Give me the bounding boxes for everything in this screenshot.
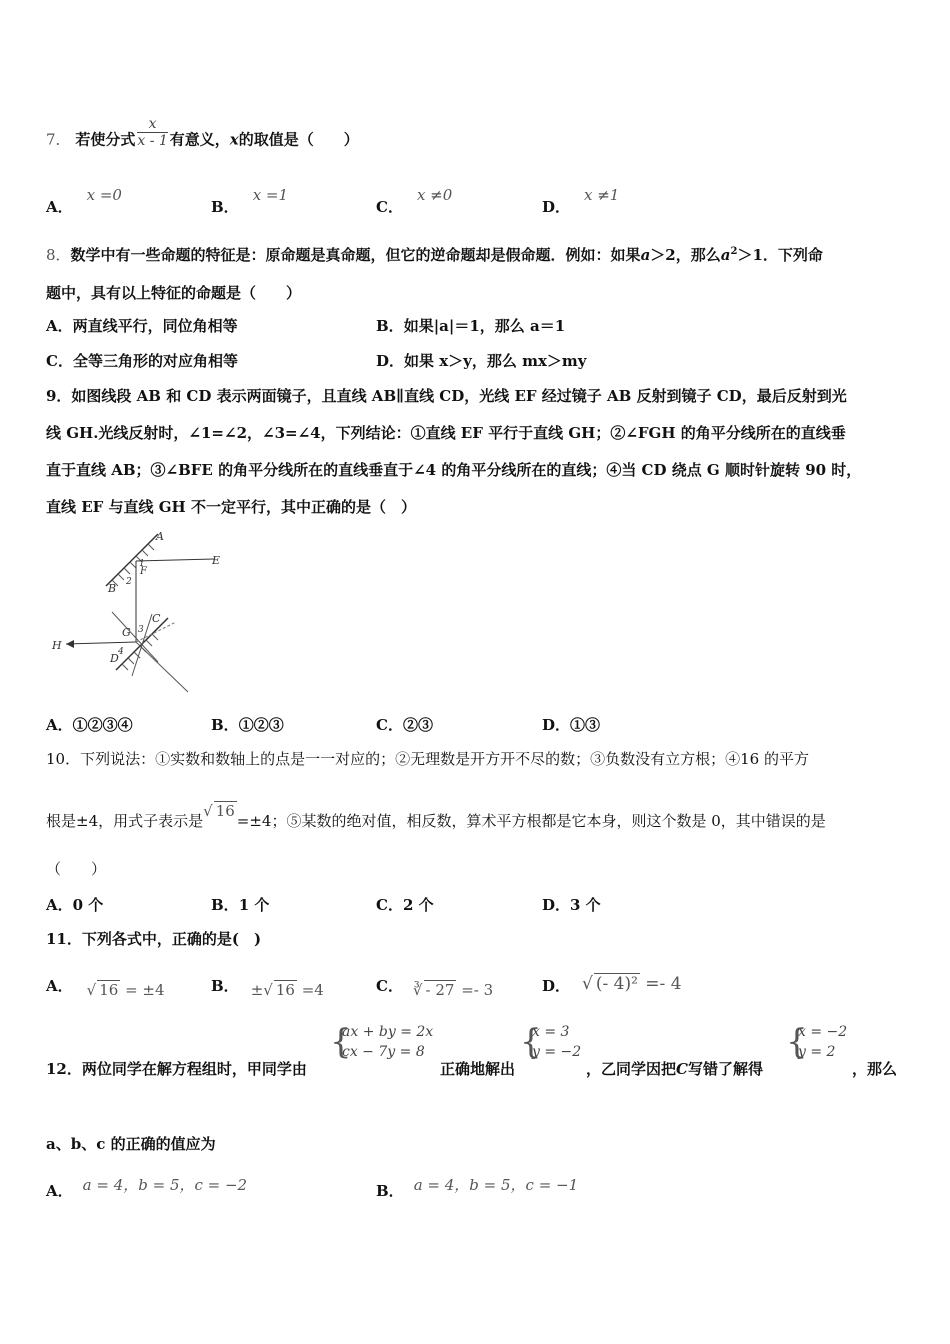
q11-stem: 11．下列各式中，正确的是( ) xyxy=(46,930,262,948)
q7-option-a[interactable] xyxy=(46,186,122,217)
question-number: 7． xyxy=(46,130,71,149)
label-4: 4 xyxy=(118,647,124,657)
label-e: E xyxy=(212,554,221,567)
option-label: C． xyxy=(376,896,403,914)
ray-gh xyxy=(66,642,136,644)
q8-var-a: a xyxy=(640,246,651,264)
q10-option-a[interactable] xyxy=(46,894,103,915)
option-text: 如果 x＞y，那么 mx＞my xyxy=(404,352,587,370)
label-3: 3 xyxy=(138,625,144,635)
q7-frac-den: x - 1 xyxy=(137,133,168,149)
option-label: B． xyxy=(211,977,239,995)
mirror-ab-hatch xyxy=(112,544,154,586)
option-radicand: 16 xyxy=(99,981,119,999)
arrow-h xyxy=(66,640,74,648)
option-post: =- 4 xyxy=(639,974,682,994)
q10-line-3: （ ） xyxy=(46,860,107,878)
q9-mirror-figure xyxy=(46,528,246,700)
option-radicand: (- 4)² xyxy=(595,974,638,994)
q12-option-b[interactable] xyxy=(376,1176,579,1201)
option-label: A． xyxy=(46,317,73,335)
option-label: D． xyxy=(542,896,571,914)
q9-option-a[interactable] xyxy=(46,714,133,735)
aux-line-1 xyxy=(136,642,188,692)
q7-var: x xyxy=(229,130,239,149)
ray-ef xyxy=(136,559,214,561)
option-text: 如果|a|＝1，那么 a＝1 xyxy=(403,317,566,335)
label-h: H xyxy=(52,639,62,652)
option-label: A． xyxy=(46,896,73,914)
q10-line2-a: 根是±4，用式子表示是 xyxy=(46,812,204,830)
q9-line-4: 直线 EF 与直线 GH 不一定平行，其中正确的是（ ） xyxy=(46,498,416,516)
q12-system-1 xyxy=(330,1022,434,1064)
option-text: 两直线平行，同位角相等 xyxy=(72,317,238,335)
q9-line-3: 直于直线 AB；③∠BFE 的角平分线所在的直线垂直于∠4 的角平分线所在的直线；④当 CD 绕点 G 顺时针旋转 90 时， xyxy=(46,461,862,479)
q12-mid1: 正确地解出 xyxy=(440,1060,516,1078)
q12-system-2 xyxy=(520,1022,590,1064)
label-1: 1 xyxy=(139,559,145,569)
q8-line1-text: 数学中有一些命题的特征是：原命题是真命题，但它的逆命题却是假命题．例如：如果 xyxy=(70,246,641,264)
q12-line-2: a、b、c 的正确的值应为 xyxy=(46,1135,216,1153)
option-text: 3 个 xyxy=(570,896,601,914)
option-label: D． xyxy=(376,352,405,370)
brace-icon: { xyxy=(786,1022,808,1062)
q10-sqrt-16: 16 xyxy=(215,802,235,820)
sys3-eq2: y = 2 xyxy=(798,1044,836,1060)
q8-line1-mid: ＞2，那么 xyxy=(650,246,721,264)
label-b: B xyxy=(108,582,117,595)
option-label: B． xyxy=(211,716,239,734)
sys1-eq2: cx − 7y = 8 xyxy=(342,1044,425,1060)
option-label: C． xyxy=(376,977,403,995)
option-label: D． xyxy=(542,716,571,734)
q11-option-a[interactable]: A． √ 16 = ±4 xyxy=(46,977,165,999)
q8-line-1 xyxy=(46,244,823,265)
option-text: 1 个 xyxy=(238,896,270,914)
mirror-ab xyxy=(106,534,158,586)
q7-fraction xyxy=(137,116,167,149)
q8-option-b[interactable] xyxy=(376,315,565,336)
q7-frac-num: x xyxy=(137,116,167,133)
option-text: 全等三角形的对应角相等 xyxy=(72,352,238,370)
sys2-eq1: x = 3 xyxy=(532,1024,570,1040)
q9-option-d[interactable] xyxy=(542,714,600,735)
option-text: 0 个 xyxy=(72,896,104,914)
option-label: C． xyxy=(376,716,403,734)
q8-line1-end: ＞1．下列命 xyxy=(737,246,823,264)
q10-line-2: 根是±4，用式子表示是√ 16=±4；⑤某数的绝对值，相反数，算术平方根都是它本身，则这个数是 0，其中错误的是 xyxy=(46,802,826,830)
q12-line-1 xyxy=(46,1058,307,1079)
q9-option-c[interactable] xyxy=(376,714,433,735)
q12-end: ，那么 xyxy=(852,1060,898,1078)
question-number: 8． xyxy=(46,246,71,264)
q12-var-c: C xyxy=(676,1060,688,1078)
option-label: A． xyxy=(46,977,73,995)
q10-option-b[interactable] xyxy=(211,894,269,915)
brace-icon: { xyxy=(520,1022,542,1062)
option-text: ①②③ xyxy=(238,716,284,734)
q8-option-c[interactable] xyxy=(46,350,238,371)
option-pre: ± xyxy=(250,981,264,999)
option-text: 2 个 xyxy=(402,896,434,914)
option-pre: ∛ xyxy=(412,981,423,999)
option-label: D． xyxy=(542,198,571,216)
option-radicand: - 27 xyxy=(425,981,455,999)
q8-option-d[interactable] xyxy=(376,350,587,371)
q7-stem-after: 有意义， xyxy=(169,130,230,149)
label-d: D xyxy=(110,652,119,665)
q9-option-b[interactable] xyxy=(211,714,284,735)
q10-line-1: 10．下列说法：①实数和数轴上的点是一一对应的；②无理数是开方开不尽的数；③负数没有立方根；④16 的平方 xyxy=(46,750,809,768)
question-7 xyxy=(46,116,359,157)
q12-option-a[interactable] xyxy=(46,1176,248,1201)
option-text: x =1 xyxy=(252,186,289,204)
q9-line-2: 线 GH.光线反射时，∠1=∠2，∠3=∠4，下列结论：①直线 EF 平行于直线 GH；②∠FGH 的角平分线所在的直线垂 xyxy=(46,424,846,442)
option-label: B． xyxy=(211,198,239,216)
q12-mid2a: ，乙同学因把 xyxy=(586,1060,677,1078)
option-label: A． xyxy=(46,1182,73,1200)
option-text: a = 4，b = 5，c = −2 xyxy=(82,1176,248,1194)
q10-option-d[interactable] xyxy=(542,894,601,915)
option-text: x ≠1 xyxy=(584,186,620,204)
label-a: A xyxy=(156,530,164,543)
q8-line-2: 题中，具有以上特征的命题是（ ） xyxy=(46,284,302,302)
option-label: D． xyxy=(542,977,571,995)
label-g: G xyxy=(122,626,131,639)
q8-var-a2: a xyxy=(720,246,731,264)
option-text: ②③ xyxy=(402,716,433,734)
option-post: = ±4 xyxy=(120,981,165,999)
label-c: C xyxy=(152,612,161,625)
q7-stem-end: 的取值是（ ） xyxy=(238,130,359,149)
q8-option-a[interactable] xyxy=(46,315,238,336)
option-text: x =0 xyxy=(86,186,122,204)
option-text: ①③ xyxy=(570,716,601,734)
q11-option-d[interactable]: D． √ (- 4)² =- 4 xyxy=(542,974,682,995)
q11-option-b[interactable]: B． ±√ 16 =4 xyxy=(211,977,324,999)
q12-system-3 xyxy=(786,1022,858,1064)
option-text: ①②③④ xyxy=(72,716,133,734)
option-label: C． xyxy=(376,198,403,216)
q10-line2-b: =±4；⑤某数的绝对值，相反数，算术平方根都是它本身，则这个数是 0，其中错误的是 xyxy=(236,812,826,830)
q10-option-c[interactable] xyxy=(376,894,434,915)
option-label: B． xyxy=(376,317,404,335)
option-radicand: 16 xyxy=(275,981,295,999)
q8-sup: 2 xyxy=(730,246,738,257)
option-label: B． xyxy=(376,1182,404,1200)
sys1-eq1: ax + by = 2x xyxy=(342,1024,434,1040)
label-f: F xyxy=(140,566,147,577)
q7-stem-before: 若使分式 xyxy=(75,130,136,149)
option-post: =- 3 xyxy=(456,981,494,999)
aux-line-3 xyxy=(132,614,152,676)
q12-prefix: 12．两位同学在解方程组时，甲同学由 xyxy=(46,1060,307,1078)
option-label: B． xyxy=(211,896,239,914)
q11-option-c[interactable] xyxy=(376,975,494,999)
sys2-eq2: y = −2 xyxy=(532,1044,582,1060)
sys3-eq1: x = −2 xyxy=(798,1024,848,1040)
option-text: x ≠0 xyxy=(416,186,453,204)
q12-mid2b: 写错了解得 xyxy=(687,1060,763,1078)
q7-option-b[interactable] xyxy=(211,186,289,217)
option-label: A． xyxy=(46,716,73,734)
option-post: =4 xyxy=(296,981,324,999)
option-text: a = 4，b = 5，c = −1 xyxy=(413,1176,579,1194)
q7-option-d[interactable] xyxy=(542,186,620,217)
option-label: C． xyxy=(46,352,73,370)
q7-option-c[interactable] xyxy=(376,186,453,217)
label-2: 2 xyxy=(126,577,132,587)
brace-icon: { xyxy=(330,1022,352,1062)
option-label: A． xyxy=(46,198,73,216)
q9-line-1: 9．如图线段 AB 和 CD 表示两面镜子，且直线 AB∥直线 CD，光线 EF 经过镜子 AB 反射到镜子 CD，最后反射到光 xyxy=(46,387,847,405)
